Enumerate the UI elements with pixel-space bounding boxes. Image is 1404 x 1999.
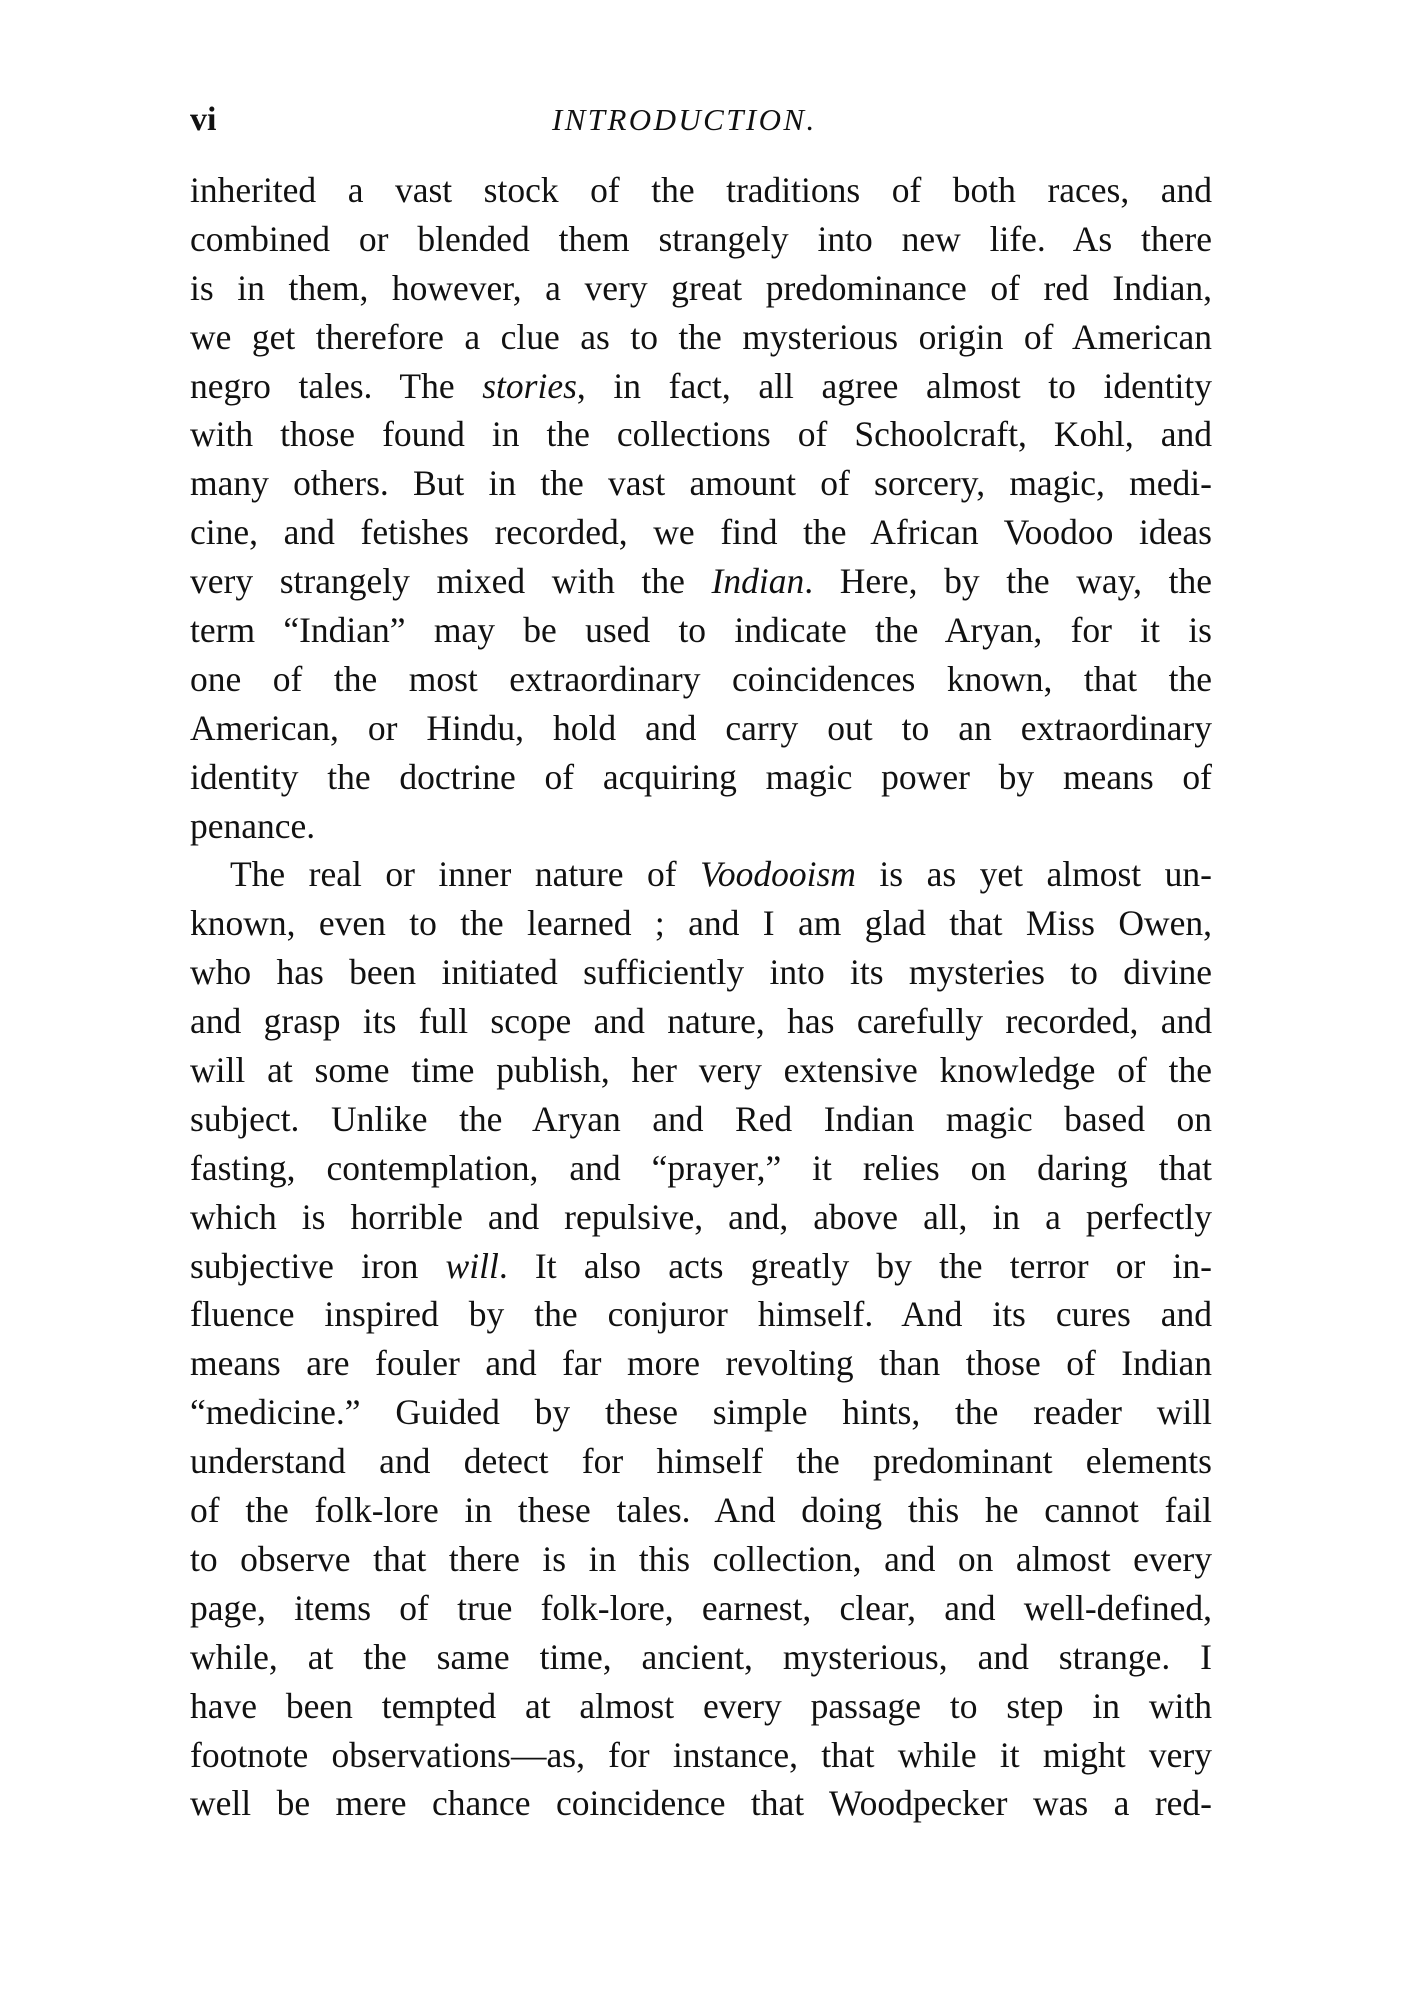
text-line bbox=[190, 1535, 1212, 1584]
text-segment: is as yet almost un- bbox=[855, 854, 1212, 895]
text-line bbox=[190, 508, 1212, 557]
text-segment: while, at the same time, ancient, mysterious, and strange. I bbox=[190, 1636, 1212, 1677]
text-line bbox=[190, 264, 1212, 313]
text-segment: known, even to the learned ; and I am glad that Miss Owen, bbox=[190, 903, 1212, 944]
text-segment: means are fouler and far more revolting than those of Indian bbox=[190, 1343, 1212, 1384]
text-segment: very strangely mixed with the bbox=[190, 561, 712, 602]
italic-text: Indian bbox=[711, 561, 805, 602]
text-segment: one of the most extraordinary coincidences known, that the bbox=[190, 658, 1212, 699]
text-segment: combined or blended them strangely into new life. As there bbox=[190, 218, 1212, 259]
text-line bbox=[190, 1290, 1212, 1339]
text-segment: page, items of true folk-lore, earnest, clear, and well-defined, bbox=[190, 1587, 1212, 1628]
text-line bbox=[190, 655, 1212, 704]
page-number: vi bbox=[190, 101, 217, 138]
text-line bbox=[190, 1633, 1212, 1682]
text-segment: which is horrible and repulsive, and, above all, in a perfectly bbox=[190, 1196, 1212, 1237]
text-line bbox=[190, 1779, 1212, 1828]
text-line bbox=[190, 1046, 1212, 1095]
text-line bbox=[190, 1437, 1212, 1486]
text-segment: well be mere chance coincidence that Woodpecker was a red- bbox=[190, 1783, 1212, 1824]
text-segment: subject. Unlike the Aryan and Red Indian magic based on bbox=[190, 1098, 1212, 1139]
text-line bbox=[190, 1388, 1212, 1437]
text-line bbox=[190, 1193, 1212, 1242]
text-segment: fasting, contemplation, and “prayer,” it relies on daring that bbox=[190, 1147, 1212, 1188]
text-line bbox=[190, 704, 1212, 753]
text-segment: . Here, by the way, the bbox=[804, 561, 1212, 602]
text-segment: , in fact, all agree almost to identity bbox=[576, 365, 1213, 406]
text-line bbox=[190, 410, 1212, 459]
text-line bbox=[190, 1339, 1212, 1388]
text-line bbox=[190, 1144, 1212, 1193]
text-line bbox=[190, 850, 1212, 899]
text-segment: is in them, however, a very great predominance of red Indian, bbox=[190, 267, 1212, 308]
text-segment: have been tempted at almost every passage to step in with bbox=[190, 1685, 1212, 1726]
running-head-title: INTRODUCTION. bbox=[552, 102, 817, 137]
text-segment: fluence inspired by the conjuror himself. And its cures and bbox=[190, 1294, 1212, 1335]
text-line bbox=[190, 802, 1212, 851]
text-line bbox=[190, 753, 1212, 802]
text-line bbox=[190, 606, 1212, 655]
text-segment: who has been initiated sufficiently into its mysteries to divine bbox=[190, 952, 1212, 993]
text-segment: negro tales. The bbox=[190, 365, 483, 406]
italic-text: will bbox=[445, 1245, 499, 1286]
text-segment: with those found in the collections of Schoolcraft, Kohl, and bbox=[190, 414, 1212, 455]
text-line bbox=[190, 1486, 1212, 1535]
text-line bbox=[190, 1242, 1212, 1291]
text-line bbox=[190, 459, 1212, 508]
text-segment: will at some time publish, her very extensive knowledge of the bbox=[190, 1050, 1212, 1091]
text-segment: cine, and fetishes recorded, we find the African Voodoo ideas bbox=[190, 512, 1212, 553]
text-segment: inherited a vast stock of the traditions of both races, and bbox=[190, 170, 1212, 210]
body-text bbox=[190, 166, 1212, 1828]
text-segment: American, or Hindu, hold and carry out to an extraordinary bbox=[190, 707, 1212, 748]
text-segment: to observe that there is in this collection, and on almost every bbox=[190, 1538, 1212, 1579]
italic-text: stories bbox=[482, 365, 577, 406]
text-line bbox=[190, 997, 1212, 1046]
text-segment: “medicine.” Guided by these simple hints, the reader will bbox=[190, 1392, 1212, 1433]
text-segment: term “Indian” may be used to indicate the Aryan, for it is bbox=[190, 610, 1212, 651]
text-line bbox=[190, 1584, 1212, 1633]
text-segment: penance. bbox=[190, 805, 316, 846]
text-line bbox=[190, 899, 1212, 948]
text-line bbox=[190, 166, 1212, 215]
text-segment: and grasp its full scope and nature, has carefully recorded, and bbox=[190, 1001, 1212, 1042]
text-segment: of the folk-lore in these tales. And doing this he cannot fail bbox=[190, 1490, 1212, 1531]
italic-text: Voodooism bbox=[700, 854, 856, 895]
text-line bbox=[190, 1731, 1212, 1780]
text-line bbox=[190, 1682, 1212, 1731]
text-line bbox=[190, 313, 1212, 362]
text-line bbox=[190, 557, 1212, 606]
text-segment: many others. But in the vast amount of sorcery, magic, medi- bbox=[190, 463, 1212, 504]
text-segment: . It also acts greatly by the terror or in- bbox=[498, 1245, 1212, 1286]
running-head bbox=[190, 98, 1212, 142]
text-segment: The real or inner nature of bbox=[230, 854, 701, 895]
text-segment: identity the doctrine of acquiring magic power by means of bbox=[190, 756, 1212, 797]
text-segment: footnote observations—as, for instance, that while it might very bbox=[190, 1734, 1212, 1775]
text-line bbox=[190, 948, 1212, 997]
text-line bbox=[190, 1095, 1212, 1144]
text-segment: understand and detect for himself the predominant elements bbox=[190, 1441, 1212, 1482]
text-segment: subjective iron bbox=[190, 1245, 446, 1286]
text-line bbox=[190, 362, 1212, 411]
text-segment: we get therefore a clue as to the mysterious origin of American bbox=[190, 316, 1212, 357]
text-line bbox=[190, 215, 1212, 264]
